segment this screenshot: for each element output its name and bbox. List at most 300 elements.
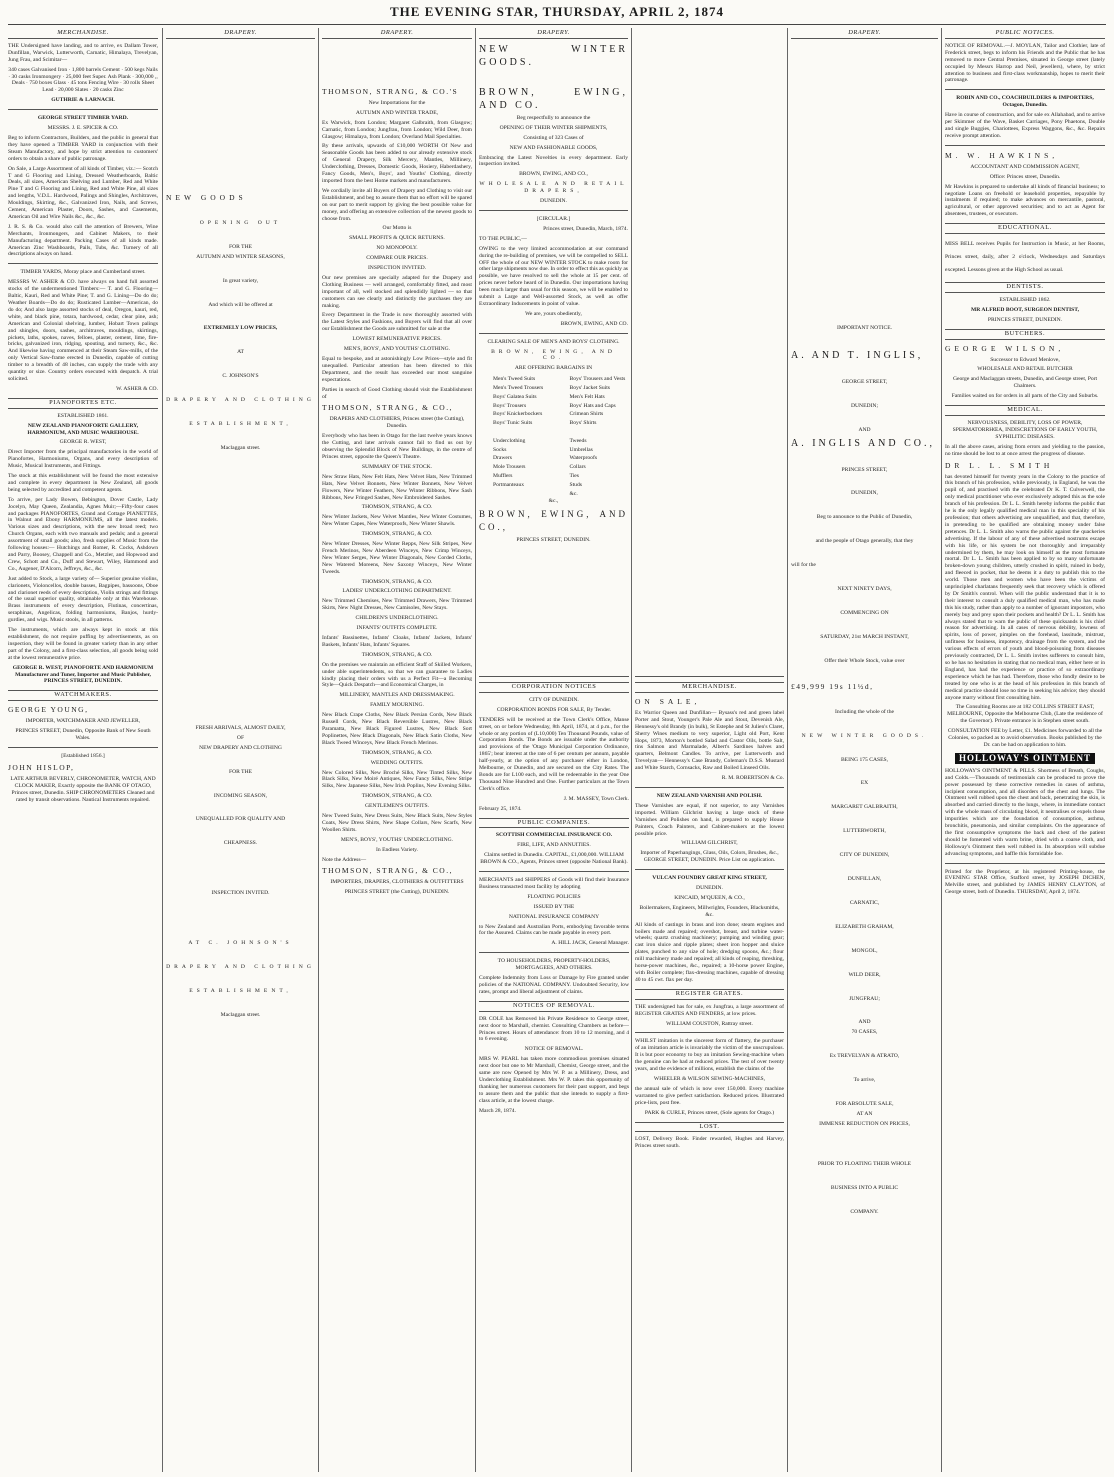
list-item: Portmanteaux [493, 481, 525, 488]
ad-line: AT C. JOHNSON'S [188, 940, 293, 947]
ad-title: GEORGE WILSON, [945, 343, 1065, 353]
list-item: Boys' Hats and Caps [569, 402, 616, 409]
column-gap [791, 596, 938, 610]
ad-subhead: INFANTS' OUTFITS COMPLETE. [356, 625, 438, 632]
ad-title: SCOTTISH COMMERCIAL INSURANCE CO. [495, 832, 613, 839]
ad-address: DUNEDIN. [696, 885, 723, 892]
ship-name: CARNATIC, [849, 899, 880, 906]
advertiser-signature: THOMSON, STRANG, & CO. [361, 578, 433, 585]
printer-imprint: Printed for the Proprietor, at his registered Printing-house, the EVENING STAR Office, Stafford street, by JOSEPH DICHEN, Melville street, and published by JAMES HENRY CLAYTON, of George street, both of Dunedin. THURSDAY, April 2, 1874. [945, 868, 1105, 896]
ad-rule [479, 871, 629, 872]
list-item [493, 428, 552, 437]
ad-rule [945, 89, 1105, 90]
ad-line: NO MONOPOLY. [376, 245, 418, 252]
ad-established: [Established 1856.] [61, 752, 105, 759]
ad-body: CONSULTATION FEE by Letter, £1. Medicines forwarded to all the Colonies, so packed as to avoid observation. Books published by the Dr. can be had on application to him. [947, 728, 1103, 748]
column-gap [791, 365, 938, 379]
advertiser-signature: THOMSON, STRANG, & CO. [361, 531, 433, 538]
ad-title: CITY OF DUNEDIN. [529, 696, 579, 703]
ad-date: February 25, 1874. [479, 805, 522, 812]
ad-title: TIMBER YARDS, Moray place and Cumberland street. [20, 269, 146, 276]
column-gap [791, 862, 938, 876]
ad-line: FLOATING POLICIES [527, 893, 581, 900]
column-gap [166, 974, 315, 988]
section-header-medical: MEDICAL. [945, 405, 1105, 416]
bargain-list [479, 375, 628, 498]
ad-line: Beg to announce to the Public of Dunedin, [816, 514, 913, 521]
ad-title: M. W. HAWKINS, [945, 150, 1059, 160]
ad-body: J. R. S. & Co. would also call the attention of Brewers, Wine Merchants, Ironmongers, and Cabinet Makers, to their Manufacturing department. Packing Cases of all kinds made. American Zinc Washboards, Pails, Tubs, &c. Turnery of all descriptions always on hand. [8, 223, 158, 258]
list-item: Men's Felt Hats [569, 393, 605, 400]
ad-line: ESTABLISHMENT, [189, 987, 292, 994]
column-gap [166, 455, 315, 725]
ad-line: SATURDAY, 21st MARCH INSTANT, [820, 633, 909, 640]
bargain-list-right [570, 375, 629, 498]
list-item: Collars [569, 464, 586, 471]
ad-line: and the people of Otago generally, that they [815, 538, 914, 545]
ad-rule [479, 210, 628, 211]
ad-body: to New Zealand and Australian Ports, embodying favorable terms for the Assured. Claims can be made payable in every port. [479, 923, 629, 937]
ad-line: UNEQUALLED FOR QUALITY AND [195, 816, 286, 823]
ad-firm: MESSRS. J. E. SPICER & CO. [47, 125, 119, 132]
section-header-merchandise: MERCHANDISE. [8, 30, 158, 39]
ad-address: DUNEDIN. [540, 198, 567, 205]
ad-line: EX [860, 780, 869, 787]
advertiser-signature: THOMSON, STRANG, & CO. [361, 504, 433, 511]
ad-subhead: MEN'S, BOYS', YOUTHS' UNDERCLOTHING. [340, 836, 454, 843]
ad-line: AND [858, 426, 871, 433]
column-rule [941, 28, 942, 1472]
ad-body: Equal to bespoke, and at astonishingly Low Prices—style and fit unequalled. Particular attention has been directed to this Department, and the result has exceeded our most sanguine expectations. [322, 356, 472, 383]
ad-line: LOWEST REMUNERATIVE PRICES. [352, 336, 442, 343]
advertiser-signature: PARK & CURLE, Princes street, (Sole agents for Otago.) [644, 1109, 775, 1116]
section-header-drapery: DRAPERY. [166, 30, 315, 39]
ad-title: NEW WINTER GOODS. [479, 43, 628, 68]
ad-line: And which will be offered at [208, 301, 273, 308]
column-gap [166, 288, 315, 302]
ad-body: New Colored Silks, New Broché Silks, New Tinted Silks, New Black Silks, New Moiré Antiques, New Fancy Silks, New Stripe Silks, New Japanese Silks, New Irish Poplins, New Evening Silks. [322, 769, 472, 790]
ad-title: GEORGE YOUNG, [8, 705, 89, 715]
ad-body: These Varnishes are equal, if not superior, to any Varnishes imported. William Gilchrist having a large stock of these Varnishes and Polishes on hand, is prepared to supply House Painters, Coach Painters, and Cabinet-makers at the lowest possible price. [635, 802, 784, 837]
ad-body: New Trimmed Chemises, New Trimmed Drawers, New Trimmed Skirts, New Night Dresses, New Camisoles, New Stays. [322, 598, 472, 612]
ad-title: CLEARING SALE OF MEN'S AND BOYS' CLOTHING. [487, 338, 620, 345]
advertiser-signature: R. M. ROBERTSON & Co. [721, 775, 784, 782]
ad-body: New Straw Hats, New Felt Hats, New Velvet Hats, New Trimmed Hats, New Velvet Bonnets, New Winter Bonnets, New Velvet Flowers, New Winter Feathers, New Winter Ribbons, New Sash Ribbons, New Fringed Sashes, New Embroidered Sashes. [322, 473, 472, 501]
ad-line: Our Motto is [382, 225, 412, 232]
ad-title: THOMSON, STRANG, & CO.'S [322, 86, 459, 96]
ad-line: Ex TREVELYAN & ATRATO, [829, 1053, 900, 1060]
column-gap [166, 779, 315, 793]
column-gap [166, 335, 315, 349]
section-header-lost: LOST. [635, 1122, 784, 1133]
column-gap [791, 1005, 938, 1019]
ad-body: Mr Hawkins is prepared to undertake all kinds of financial business; to negotiate Loans on freehold or leasehold properties, repayable by instalments if required; to make advances on mercantile, pastoral, agricultural, or other approved securities; and to act as Agent for absentees, trustees, or executors. [945, 183, 1105, 218]
ad-subhead: [CIRCULAR.] [536, 215, 571, 222]
column-4-lower [479, 676, 629, 1466]
list-item: Men's Tweed Suits [493, 376, 536, 383]
ad-title: THOMSON, STRANG, & CO., [322, 403, 453, 413]
column-rule [787, 28, 788, 1472]
column-gap [166, 850, 315, 890]
ad-body: HOLLOWAY'S OINTMENT & PILLS. Shortness of Breath, Coughs, and Colds.—Thousands of testimonials can be produced to prove the power possessed by these corrective remedies in cases of asthma, incipient consumption, and all disorders of the chest and lungs. The Ointment well rubbed upon the chest and back, penetrating the skin, is absorbed and carried directly to the lungs, where, in immediate contact with the whole mass of circulating blood, it neutralises or expels those impurities which are the foundation of consumption, asthma, bronchitis, pneumonia, and similar complaints. On the appearance of the first consumptive symptoms the back and chest of the patient should be fomented with warm brine, dried with a coarse cloth, and Holloway's Ointment then well rubbed in. Its absorption will subdue advancing symptoms, and baffle this formidable foe. [945, 767, 1105, 857]
ad-subhead: LADIES' UNDERCLOTHING DEPARTMENT. [342, 588, 452, 595]
section-header-public-notices: PUBLIC NOTICES. [945, 30, 1105, 39]
ad-body: The stock at this establishment will be found the most extensive and complete in every department in New Zealand, all goods being selected by accredited and competent agents. [8, 473, 158, 493]
section-header-watchmakers: WATCHMAKERS. [8, 690, 158, 701]
ad-line: To arrive, [853, 1077, 876, 1084]
ship-name: ELIZABETH GRAHAM, [835, 923, 894, 930]
ad-line: Offer their Whole Stock, value over [824, 657, 905, 664]
ad-title: NEW ZEALAND PIANOFORTE GALLERY, HARMONIUM, AND MUSIC WAREHOUSE. [27, 422, 139, 436]
ad-line: WHOLESALE AND RETAIL DRAPERS, [479, 181, 628, 195]
ad-title: NEW GOODS [166, 192, 247, 202]
ad-body: Infants' Bassinettes, Infants' Cloaks, Infants' Jackets, Infants' Baskets, Infants' Hats, Infants' Squares. [322, 635, 472, 648]
ad-subhead: SUMMARY OF THE STOCK. [361, 463, 433, 470]
column-rule [475, 28, 476, 1472]
list-item: Boys' Trousers [493, 402, 527, 409]
ad-line: EXTREMELY LOW PRICES, [203, 325, 278, 332]
column-gap [791, 695, 938, 709]
section-header-drapery: DRAPERY. [322, 30, 472, 39]
ad-line: AT [237, 349, 244, 356]
ad-body: Ex Warrior Queen and Dunfillan— Bysass's red and green label Porter and Stout, Younger's Pale Ale and Stout, Devenish Ale, Hennessy's old Brandy (in bulk), St Estephe and St Julien's Claret, Sherry Wines medium to very superior, Light old Port, Kent Hops, 1873, Morton's bottled Salad and Castor Oils, bottle Salt, tins Salmon and Marmalade, Albert's Sardines halves and quarters, Belmont Candles. To arrive, per Lutterworth and Trevelyan— Hennessy's Case Brandy, Coleman's D.S.S. Mustard and White Starch, Cornsacks, Raw and Boiled Linseed Oils. [635, 709, 784, 772]
ad-line: CHEAPNESS. [223, 840, 258, 847]
ad-body: In all the above cases, arising from errors and yielding to the passion, no time should be lost to at once arrest the progress of disease. [945, 443, 1105, 457]
column-gap [791, 766, 938, 780]
ad-address: DUNEDIN; [850, 402, 879, 409]
ad-line: In Endless Variety. [376, 846, 418, 853]
ad-line: NEW AND FASHIONABLE GOODS, [509, 144, 598, 151]
ad-line: BEING 175 CASES, [840, 756, 889, 763]
ship-name: CITY OF DUNEDIN, [839, 852, 890, 859]
ad-line: OPENING OUT [199, 219, 282, 226]
advertiser-signature: THOMSON, STRANG, & CO. [361, 793, 433, 800]
advertiser-signature: GEORGE R. WEST, PIANOFORTE AND HARMONIUM Manufacturer and Tuner, Importer and Music Publisher, PRINCES STREET, DUNEDIN. [12, 664, 154, 685]
column-gap [791, 453, 938, 467]
ad-line: AT AN [856, 1111, 873, 1117]
column-7 [945, 30, 1105, 1470]
ad-rule [8, 747, 158, 748]
ship-name: DUNFILLAN, [847, 876, 882, 883]
column-gap [166, 826, 315, 840]
column-gap [166, 359, 315, 373]
ad-title: DR L. L. SMITH [945, 460, 1054, 470]
ad-line: COMPANY. [850, 1208, 879, 1215]
ad-body: Complete Indemnity from Loss or Damage by Fire granted under policies of the NATIONAL COMPANY. Undoubted Security, low rates, prompt and liberal adjustment of claims. [479, 975, 629, 995]
ad-firm: BROWN, EWING, AND CO. [479, 86, 628, 111]
ad-body: OWING to the very limited accommodation at our command during the re-building of premises, we will be compelled to SELL OFF the whole of our NEW WINTER STOCK to make room for other large shipments now due. In order to effect this as quickly as possible, we have resolved to sell the whole at 15 per cent. of prices never before heard of in Dunedin. Our importations having been much larger than usual for this season, we will be enabled to submit a Large and Well-assorted Stock, as well as offer Extraordinary Inducements in point of value. [479, 245, 628, 307]
ad-subhead: NOTICE OF REMOVAL. [524, 1046, 584, 1053]
ad-line: IMPORTANT NOTICE. [836, 324, 893, 331]
ad-firm: IMPORTER, WATCHMAKER AND JEWELLER, [25, 718, 141, 725]
ad-body: TENDERS will be received at the Town Clerk's Office, Manse street, on or before Wednesday, 8th April, 1874, at 4 p.m., for the whole or any portion of (L10,000) Ten Thousand Pounds, value of Corporation Bonds. The Bonds are issuable under the authority and provisions of the 'Otago Municipal Corporation Ordinance, 1865'; bear interest at the rate of 6 per centum per annum, payable half-yearly, at the option of any purchaser either in London, Melbourne, or Dunedin, and are secured on the City Rates. The Bonds are for L100 each, and will be redeemable in the year One Thousand Nine Hundred and One. Further particulars at the Town Clerk's office. [479, 716, 629, 792]
advertiser-signature: THOMSON, STRANG, & CO. [361, 651, 433, 658]
advertiser-signature: A. HILL JACK, General Manager. [551, 940, 629, 947]
column-gap [166, 43, 315, 193]
ad-body: has devoted himself for twenty years in the Colony to the practice of this branch of his profession, while previously, in England, he was the pupil of, and practised with the celebrated Dr K. T. Culverwell, the only medical practitioner who ever exclusively adopted this as the sole branch of his profession. Dr L. L. Smith hereby informs the public that he is the only legally qualified medical man in this speciality of his profession; that others advertising are unqualified, and that, therefore, in pretending to be qualified are obtaining money under false pretences. Dr L. L. Smith also warns the public against the quackeries advertising. If the labour of any of these advertised nostrums escape with his life, or his system be not thoroughly and irreparably undermined by them, he may look on himself as the most fortunate mortal. Dr L. L. Smith has been applied to by so many unfortunate broken-down young children, utterly crushed in spirit, ruined in body, and fleeced in pocket, that he deems it a duty to publish this to the world. Those men and women who have been the victims of unprincipled charlatans frequently seek that recovery which is offered by Dr Smith's control. When will the public understand that it is to their interest to consult a duly qualified medical man, who has made this his study, rather than apply to a number of ignorant impostors, who merely buy and prey upon their pockets and health? Dr L. L. Smith has always stated that to warn the public of these quicksands is his chief reason for advertising. In all cases of nervous debility, lowness of spirits, loss of power, pimples on the forehead, lassitude, mistrust, unfitness for business, impotency, drainage from the system, and the various effects of errors of youth and blood-poisoning from diseases previously contracted, Dr L. L. Smith invites sufferers to consult him, so he has no hesitation in stating that no medical man, either here or in England, has had the experience or practice of so extraordinary experience which he has had. Therefore, those who fondly desire to be treated by one who is at the head of his profession in this branch of medical practice should lose no time in seeking his advice; they should anyone marry without first consulting him. [945, 473, 1105, 701]
column-gap [791, 743, 938, 757]
ad-line: NEW WINTER GOODS. [801, 732, 928, 739]
ad-rule [945, 863, 1105, 864]
column-gap [791, 668, 938, 682]
column-rule [631, 28, 632, 1472]
column-gap [791, 958, 938, 972]
ad-line: IMPORTERS, DRAPERS, CLOTHIERS & OUTFITTERS [330, 879, 464, 886]
column-gap [791, 335, 938, 349]
ad-line: COMMENCING ON [840, 609, 889, 616]
ad-line: SMALL PROFITS & QUICK RETURNS. [349, 235, 445, 242]
ad-title: THOMSON, STRANG, & CO., [322, 866, 453, 876]
advertiser-signature: WILLIAM COUSTON, Rattray street. [666, 1020, 753, 1027]
column-gap [166, 407, 315, 421]
column-gap [166, 264, 315, 278]
ad-body: MERCHANTS and SHIPPERS of Goods will find their Insurance Business transacted most facility by adopting [479, 877, 629, 890]
ad-body: All kinds of castings in brass and iron done; steam engines and boilers made and repaired; overshot, breast, and turbine water-wheels; quartz crushing machinery; pumping and winding gear; cast iron sluice and ripple plates; sheet iron hopper and sluice plates, punched to any size of hole; dredging spoons, &c.; flour mill machinery made and repaired; all kinds of reaping, threshing, horse-power machines, &c., repaired; a 10-horse power Engine, with Boiler complete; flax-dressing machines, capable of dressing 40 to 45 cwt. flax per day. [635, 921, 784, 983]
advertiser-signature: GUTHRIE & LARNACH. [51, 97, 115, 104]
column-gap [791, 644, 938, 658]
column-gap [166, 311, 315, 325]
ad-address: PRINCES STREET, DUNEDIN. [987, 316, 1063, 323]
ad-address: DRAPERS AND CLOTHIERS, Princes street (the Cutting), Dunedin. [329, 416, 465, 430]
ad-firm: ACCOUNTANT AND COMMISSION AGENT, [970, 163, 1080, 170]
ad-line: ARE OFFERING BARGAINS IN [514, 365, 593, 372]
list-item: &c., [548, 498, 559, 505]
ad-line: 70 CASES, [851, 1029, 878, 1036]
column-gap [791, 572, 938, 586]
ad-line: Note the Address— [322, 856, 367, 863]
column-gap [791, 1087, 938, 1101]
ad-title: VULCAN FOUNDRY GREAT KING STREET, [652, 875, 767, 882]
ad-firm: GEORGE R. WEST, [59, 439, 107, 446]
ad-address: PRINCES STREET (the Cutting), DUNEDIN. [344, 889, 450, 896]
column-rule [162, 28, 163, 1472]
ship-name: WILD DEER, [848, 971, 881, 978]
ad-line: FOR THE [228, 768, 253, 775]
list-item: &c. [569, 490, 578, 497]
column-gap [791, 389, 938, 403]
column-gap [791, 934, 938, 948]
ad-line: COMPARE OUR PRICES. [366, 255, 428, 262]
ad-body: The instruments, which are always kept in stock at this establishment, do not require puffing by advertisements, as on inspection, they will be found in greater variety than in any other part of the Colony, and a first-class selection, all goods being sold at the lowest remunerative price. [8, 627, 158, 661]
list-item: Ties [569, 473, 579, 480]
column-gap [791, 886, 938, 900]
column-2 [166, 30, 315, 1470]
list-item: Men's Tweed Trousers [493, 385, 544, 392]
section-header-grates: REGISTER GRATES. [635, 989, 784, 1000]
section-header-public-companies: PUBLIC COMPANIES. [479, 818, 629, 829]
column-gap [791, 500, 938, 514]
ad-subhead: GENTLEMEN'S OUTFITS. [364, 803, 430, 810]
ad-body: Ex Warwick, from London; Margaret Galbraith, from Glasgow; Carnatic, from London; Jungfrau, from London; Wild Deer, from Glasgow; Himalaya, from London; Overland Mail Specialties. [322, 119, 472, 140]
ad-line: FOR ABSOLUTE SALE, [835, 1101, 894, 1108]
column-gap [791, 1195, 938, 1209]
ad-rule [635, 676, 784, 677]
ad-body: Beg to inform Contractors, Builders, and the public in general that they have opened a TIMBER YARD in conjunction with their Steam Manufactory, and hope by strict attention to customers' orders to obtain a share of public patronage. [8, 134, 158, 162]
ad-firm: BROWN, EWING, AND CO., [479, 509, 628, 533]
ship-name: LUTTERWORTH, [843, 828, 886, 835]
ad-rule [479, 952, 629, 953]
list-item: Tweeds [569, 437, 587, 444]
ad-title: TO HOUSEHOLDERS, PROPERTY-HOLDERS, MORTGAGEES, AND OTHERS. [497, 958, 611, 972]
ad-address: PRINCES STREET, Dunedin, Opposite Bank of New South Wales. [15, 728, 151, 742]
ship-name: JUNGFRAU; [849, 995, 880, 1002]
ad-established: ESTABLISHED 1862. [999, 296, 1051, 303]
list-item: Mole Trousers [493, 464, 526, 471]
ad-title: A. AND T. INGLIS, [791, 349, 924, 361]
ad-body: Our new premises are specially adapted for the Drapery and Clothing Business — well arranged, comfortably fitted, and most important of all, well stocked and splendidly lighted — so that customers can see clearly and distinctly the purchases they are making. [322, 274, 472, 309]
ad-body: Importer of Paperhangings, Glass, Oils, Colors, Brushes, &c., GEORGE STREET, DUNEDIN. Price List on application. [640, 850, 779, 864]
ad-body: New Winter Jackets, New Velvet Mantles, New Winter Costumes, New Winter Capes, New Waterproofs, New Winter Shawls. [322, 514, 472, 528]
holloway-banner [945, 753, 1105, 764]
ad-established: ESTABLISHED 1861. [57, 412, 109, 419]
ad-body: Everybody who has been in Otago for the last twelve years knows the Cutting, and later arrivals cannot fail to find us out by observing the Splendid Block of New Buildings, in the centre of Princes street, opposite the Queen's Theatre. [322, 433, 472, 460]
ad-firm: KINCAID, M'QUEEN, & CO., [674, 894, 745, 901]
column-gap [166, 755, 315, 769]
ad-body: MESSRS W. ASHER & CO. have always on hand full assorted stocks of the undermentioned Timbers:— T. and G. Flooring—Baltic, Kauri, Red and White Pine; T. and G. Lining—Do do do; Weather Boards—Do do do; Rusticated Lumber—American, do do do; And also large assorted stocks of deal, Oregon, kauri, red, white, and black pine, totara, hardwood, cedar, clear pine, ash; American and Colonial shelving, lumber, Hobart Town palings and shingles, doors, sashes, architraves, mouldings, skirtings, pickets, laths, spokes, naves, felloes, plaster, cement, lime, fire-bricks, galvanized iron, ridging, spouting, and turnery, &c., &c. And likewise having commenced at their Steam Saw-mills, of the only Vertical Saw-frame erected in Dunedin, capable of cutting timber to a breadth of 48 inches, can supply the trade with any quantity or size. Country orders executed with despatch. A trial solicited. [8, 279, 158, 382]
list-item: Studs [569, 481, 582, 488]
ad-date: March 28, 1874. [479, 1107, 516, 1114]
ad-body: Parties in search of Good Clothing should visit the Establishment of [322, 386, 472, 400]
ad-subhead: FAMILY MOURNING. [370, 702, 424, 709]
column-3 [322, 30, 472, 1470]
ad-title: ROBIN AND CO., COACHBUILDERS & IMPORTERS, Octagon, Dunedin. [956, 95, 1094, 109]
ad-line: Consisting of 323 Cases of [523, 134, 584, 141]
ad-rule [479, 333, 628, 334]
ad-body: LOST, Delivery Book. Finder rewarded, Hughes and Harvey, Princes street south. [635, 1136, 784, 1150]
ad-line: Beg respectfully to announce the [516, 114, 591, 121]
holloway-banner-text: HOLLOWAY'S OINTMENT [955, 753, 1095, 764]
ad-body: On Sale, a Large Assortment of all kinds of Timber, viz.:— Scotch T and G Flooring and Lining, Dressed Weatherboards, Baltic Deals, all sizes, American Shelving and Lumber, Red and White Pine T and G Flooring and Lining, Red and White Pine, all sizes and lengths, V.D.L. Hardwood, Palings and Shingles, Architraves, Mouldings, Skirting, &c., Galvanized Iron, Nails, and Screws, Cement, American Plaster, Doors, Sashes, and Casements, American Oil and Wire Nails &c., &c., &c. [8, 165, 158, 220]
ad-price: £49,999 19s 11½d, [791, 681, 874, 691]
column-gap [791, 43, 938, 325]
section-header-corporation: CORPORATION NOTICES [479, 682, 629, 693]
list-item: Boys' Jacket Suits [569, 385, 610, 392]
column-gap [166, 230, 315, 244]
column-gap [166, 900, 315, 940]
ad-line: We are, yours obediently, [525, 310, 582, 317]
ad-line: C. JOHNSON'S [222, 373, 259, 380]
section-header-butchers: BUTCHERS. [945, 329, 1105, 340]
ad-line: Successor to Edward Menlove, [990, 356, 1060, 363]
ad-body: By these arrivals, upwards of £10,000 WORTH Of New and Seasonable Goods has been added to our already extensive stock of General Drapery, Silk Mercery, Mantles, Millinery, Underclothing, Dresses, Domestic Goods, Hosiery, Haberdashery, Fancy Goods, Men's, Boys', and Youths' Clothing, directly imported from the best Home markets and manufacturers. [322, 143, 472, 184]
ad-rule [8, 263, 158, 264]
ad-address: Office: Princes street, Dunedin. [989, 173, 1061, 180]
list-item: Underclothing [493, 437, 526, 444]
ad-firm: WHEELER & WILSON SEWING-MACHINES, [653, 1075, 766, 1082]
ad-body: THE undersigned has for sale, ex Jungfrau, a large assortment of REGISTER GRATES AND FENDERS, at low prices. [635, 1003, 784, 1017]
ad-title: GEORGE STREET TIMBER YARD. [37, 115, 129, 122]
section-header-drapery: DRAPERY. [479, 30, 628, 39]
ad-line: INSPECTION INVITED. [211, 890, 270, 897]
ad-address: PRINCES STREET, DUNEDIN. [516, 537, 591, 544]
ad-body: New Tweed Suits, New Dress Suits, New Black Suits, New Styles Coats, New Dress Shirts, New Shape Collars, New Scarfs, New Woollen Shirts. [322, 813, 472, 833]
list-item: Mufflers [493, 473, 513, 480]
ad-line: will for the [791, 562, 816, 569]
ad-subhead: CHILDREN'S UNDERCLOTHING. [355, 615, 439, 622]
list-item: Crimean Shirts [569, 411, 604, 418]
ad-line: AUTUMN AND WINTER SEASONS, [196, 253, 285, 260]
column-gap [791, 548, 938, 562]
ad-line: ISSUED BY THE [533, 903, 575, 910]
ad-subhead: MILLINERY, MANTLES AND DRESSMAKING. [339, 692, 455, 699]
section-header-merchandise: MERCHANDISE. [635, 682, 784, 693]
page-masthead: THE EVENING STAR, THURSDAY, APRIL 2, 1874 [390, 4, 724, 19]
ad-title: NERVOUSNESS, DEBILITY, LOSS OF POWER, SPERMATORRHŒA, INDISCRETIONS OF EARLY YOUTH, SYPHILITIC DISEASES. [952, 420, 1098, 440]
column-gap [166, 383, 315, 397]
ad-body: New Black Crape Cloths, New Black Persian Cords, New Black Russell Cords, New Black Reversible Lustres, New Black Paramatta, New Black Figured Lustres, New Black Sort Poplinettes, New Black Diagonals, New Black Satin Cloths, New Black Tweed Winceys, New Black French Merinos. [322, 712, 472, 746]
ad-rule [635, 1032, 784, 1033]
masthead-rule [8, 24, 1106, 25]
list-item: Boys' Knickerbockers [493, 411, 543, 418]
ad-rule [635, 787, 784, 788]
column-gap [791, 814, 938, 828]
advertiser-signature: J. M. MASSEY, Town Clerk. [563, 795, 629, 802]
ad-body: To arrive, per Lady Bowen, Bebington, Dover Castle, Lady Jocelyn, May Queen, Zealandia, Agnes Muir;—Fifty-four cases and packages PIANOFORTES, Grand and Cottage PIANETTES, in Walnut and Ebony HARMONIUMS, all the latest models. Various sizes and descriptions, with the new broad reed; two Church Organs, each with two manuals and pedals; and a general assortment of small goods; also, fresh supplies of Music from the following houses:— Hutchings and Romer, R. Cocks, Ashdown and Parry, Boosey, Chappell and Co., Metzler, and Hopwood and Crew, Schott and Co., Duff and Stewart, Wiley, Hammond and Co., Augener, D'Alcorn, Jeffreys, &c., &c. [8, 496, 158, 572]
column-gap [479, 72, 628, 86]
cargo-list: 340 cases Galvanised Iron · 1,800 barrels Cement · 500 kegs Nails · 30 casks Ironmongery · 25,000 feet Super. Ash Plank · 300,000 ,, Deals · 750 boxes Glass · 45 tons Fencing Wire · 30 rolls Sheet Lead · 20,000 Slates · 20 casks Zinc [8, 66, 158, 94]
section-header-pianofortes: PIANOFORTES ETC. [8, 398, 158, 409]
ad-subhead: FIRE, LIFE, AND ANNUITIES. [517, 842, 591, 849]
ad-body: On the premises we maintain an efficient Staff of Skilled Workers, under able superintendents, so that we can guarantee to Ladies kindly placing their orders with us a Perfect Fit—a Becoming Style—Quick Despatch—and Economical Charges, in [322, 661, 472, 689]
column-5-lower [635, 676, 784, 1466]
column-gap [791, 838, 938, 852]
ad-title: JOHN HISLOP, [8, 762, 75, 772]
ad-rule [8, 109, 158, 110]
list-item: Umbrellas [569, 446, 593, 453]
column-gap [791, 1171, 938, 1185]
ad-body: Embracing the Latest Novelties in every department. Early inspection invited. [479, 154, 628, 168]
ad-body: Direct Importer from the principal manufactories in the world of Pianofortes, Harmoniums, Organs, and every description of Music, Musical Instruments, and Fittings. [8, 449, 158, 470]
ad-title: CORPORATION BONDS FOR SALE, By Tender. [496, 706, 612, 713]
ad-line: AUTUMN AND WINTER TRADE, [355, 109, 439, 116]
ad-line: In great variety, [222, 277, 259, 284]
ad-line: Including the whole of the [834, 708, 895, 715]
ad-line: DRAPERY AND CLOTHING [166, 964, 315, 971]
ad-address: GEORGE STREET, [841, 378, 888, 385]
column-gap [166, 206, 315, 220]
list-item: Boys' Shirts [569, 420, 597, 427]
section-header-drapery: DRAPERY. [791, 30, 938, 39]
ad-line: OPENING OF THEIR WINTER SHIPMENTS, [499, 124, 608, 131]
advertiser-signature: W. ASHER & CO. [116, 385, 158, 392]
ad-title: NEW DRAPERY AND CLOTHING [199, 744, 282, 751]
ad-address: The Consulting Rooms are at 182 COLLINS STREET EAST, MELBOURNE, Opposite the Melbourne Club, (Late the residence of the Governor). Private entrance is in Stephen street south. [947, 704, 1103, 725]
ad-body: Every Department in the Trade is now thoroughly assorted with the Latest Styles and Fashions, and Buyers will find that all over our Establishment the Goods are submitted for sale at the [322, 312, 472, 333]
section-header-educational: EDUCATIONAL. [945, 223, 1105, 234]
ad-body: Families waited on for orders in all parts of the City and Suburbs. [951, 393, 1099, 400]
ad-body: Have in course of construction, and for sale ex Allahabad, and to arrive per Skimmer of the Wave, Basket Carriages, Pony Phaetons, Double and single Buggies, Chariottees, Express Waggons, &c., &c. Repairs receive prompt attention. [945, 112, 1105, 139]
ad-title: A. INGLIS AND CO., [791, 437, 935, 449]
section-header-dentists: DENTISTS. [945, 282, 1105, 293]
advertiser-signature: THOMSON, STRANG, & CO. [361, 749, 433, 756]
ad-address: PRINCES STREET, [841, 466, 888, 473]
column-gap [791, 719, 938, 733]
ad-rule [945, 145, 1105, 146]
column-gap [166, 431, 315, 445]
ad-line: FOR THE [228, 243, 253, 250]
list-item: Drawers [493, 455, 512, 462]
section-header-removal: NOTICES OF REMOVAL. [479, 1001, 629, 1012]
ad-body: MRS W. PEARL has taken more commodious premises situated next door but one to Mr Marshall, Chemist, George street, and the same are now Opened by Mrs W. P. as a Millinery, Dress, and Underclothing Establishment. Mrs W. P. takes this opportunity of thanking her numerous customers for their past support, and begs to assure them and the public that she intends to supply a first-class article, at the lowest charge. [479, 1056, 629, 1104]
advertiser-signature: BROWN, EWING, AND CO. [560, 320, 628, 327]
ad-rule [635, 869, 784, 870]
ad-line: AND [858, 1019, 871, 1026]
column-gap [791, 982, 938, 996]
ad-date: Princes street, Dunedin, March, 1874. [543, 225, 628, 232]
ad-line: TO THE PUBLIC,— [479, 235, 527, 242]
ad-body: the annual sale of which is now over 150,000. Every machine warranted to give perfect satisfaction. Reduced prices. Illustrated price-lists, post free. [635, 1085, 784, 1106]
column-rule [318, 28, 319, 1472]
